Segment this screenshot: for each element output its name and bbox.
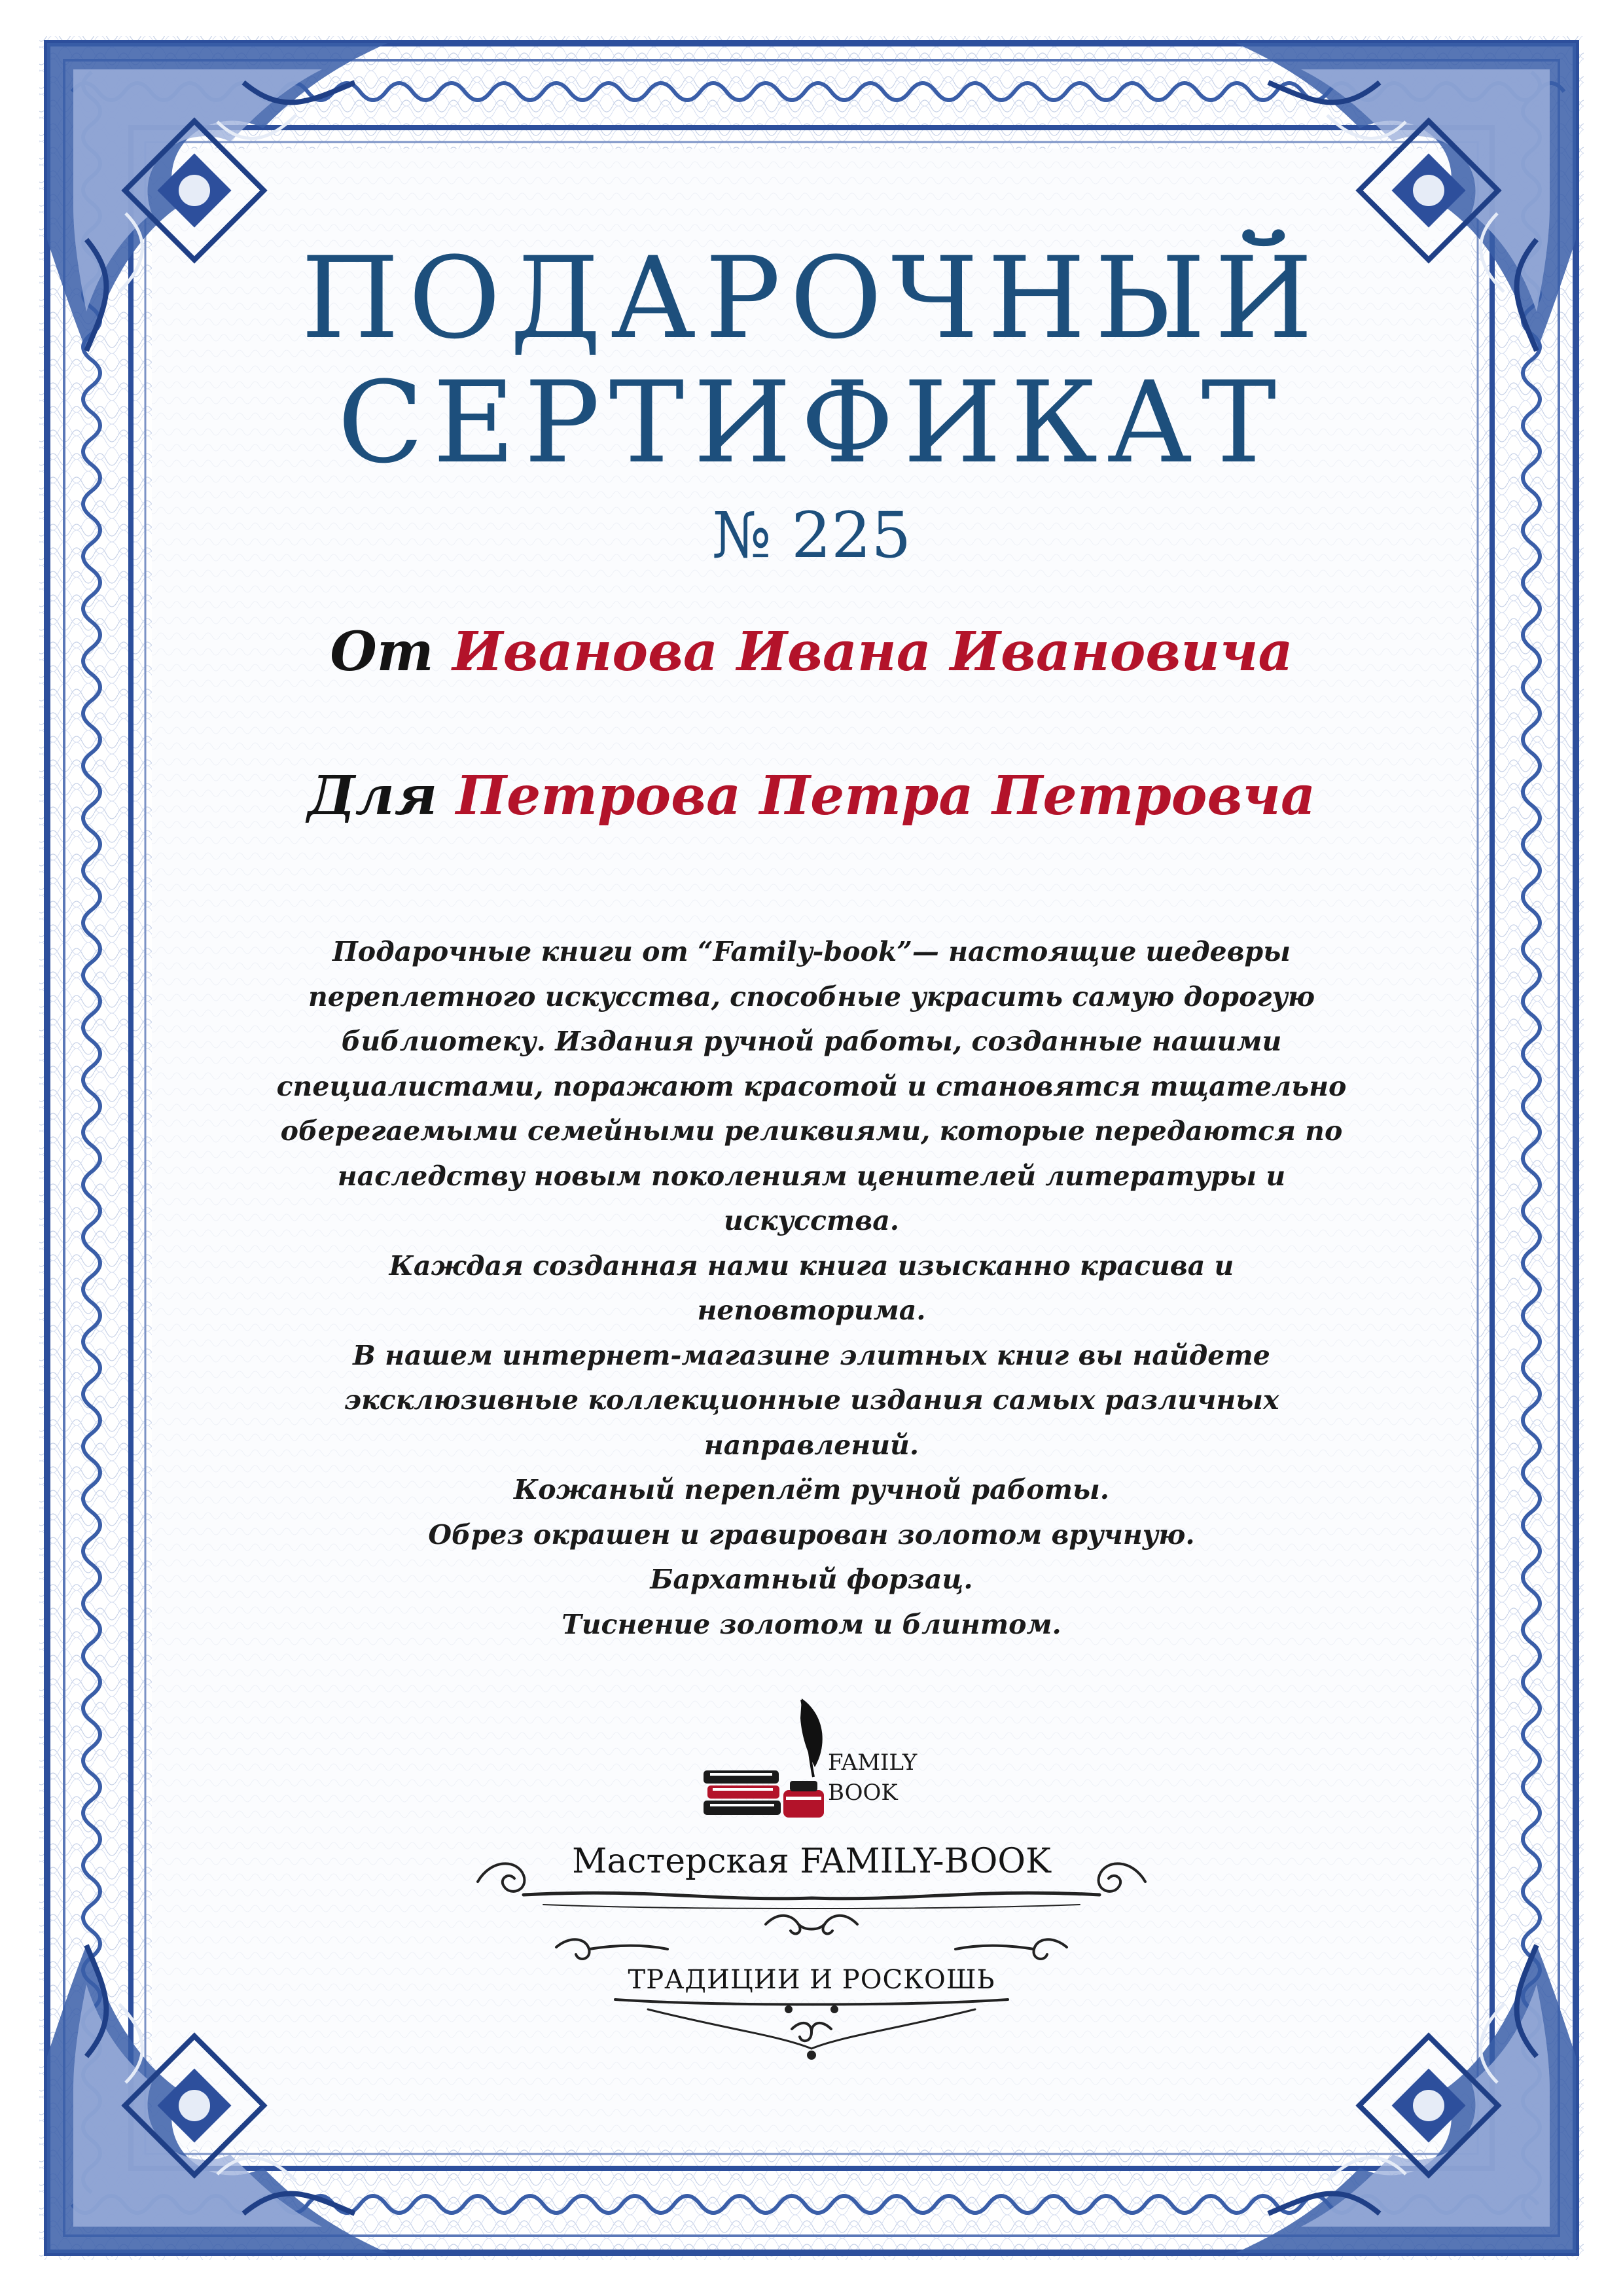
body-line: оберегаемыми семейными реликвиями, которые передаются по [280, 1115, 1343, 1147]
from-label: От [330, 620, 434, 683]
logo-wordmark [828, 1748, 917, 1808]
body-line: направлений. [704, 1429, 919, 1461]
title-line-1: ПОДАРОЧНЫЙ [300, 232, 1322, 364]
to-name: Петрова Петра Петровча [455, 764, 1316, 827]
logo-line-family: FAMILY [828, 1749, 918, 1776]
to-label: Для [307, 764, 438, 827]
body-line: В нашем интернет-магазине элитных книг вы найдете [353, 1339, 1270, 1371]
studio-name: Мастерская FAMILY-BOOK [572, 1842, 1051, 1881]
body-line: Тиснение золотом и блинтом. [562, 1608, 1061, 1640]
body-line: специалистами, поражают красотой и становятся тщательно [276, 1070, 1347, 1102]
to-line [0, 764, 1623, 827]
book-stack-icon [704, 1770, 781, 1815]
logo-line-book: BOOK [828, 1780, 898, 1806]
body-line: переплетного искусства, способные украсить самую дорогую [308, 980, 1315, 1013]
body-line: Каждая созданная нами книга изысканно красива и неповторима. [389, 1249, 1234, 1326]
quill-icon [800, 1698, 823, 1777]
body-line: Подарочные книги от “Family-book”— настоящие шедевры [332, 936, 1291, 967]
body-line: библиотеку. Издания ручной работы, созданные нашими [341, 1026, 1282, 1057]
body-line: искусства. [723, 1205, 900, 1236]
studio-slogan: ТРАДИЦИИ И РОСКОШЬ [628, 1965, 995, 1995]
body-line: наследству новым поколениям ценителей литературы и [337, 1160, 1286, 1192]
certificate-body-text [275, 929, 1348, 1647]
body-line: Кожаный переплёт ручной работы. [513, 1474, 1110, 1505]
title-line-2: СЕРТИФИКАТ [337, 357, 1286, 488]
from-name: Иванова Ивана Ивановича [452, 620, 1293, 683]
body-line: Бархатный форзац. [650, 1564, 973, 1595]
body-line: Обрез окрашен и гравирован золотом вручную. [428, 1518, 1195, 1551]
inkwell-icon [783, 1781, 824, 1818]
certificate-number: № 225 [711, 499, 912, 572]
from-line [0, 620, 1623, 683]
body-line: эксклюзивные коллекционные издания самых различных [344, 1384, 1279, 1416]
